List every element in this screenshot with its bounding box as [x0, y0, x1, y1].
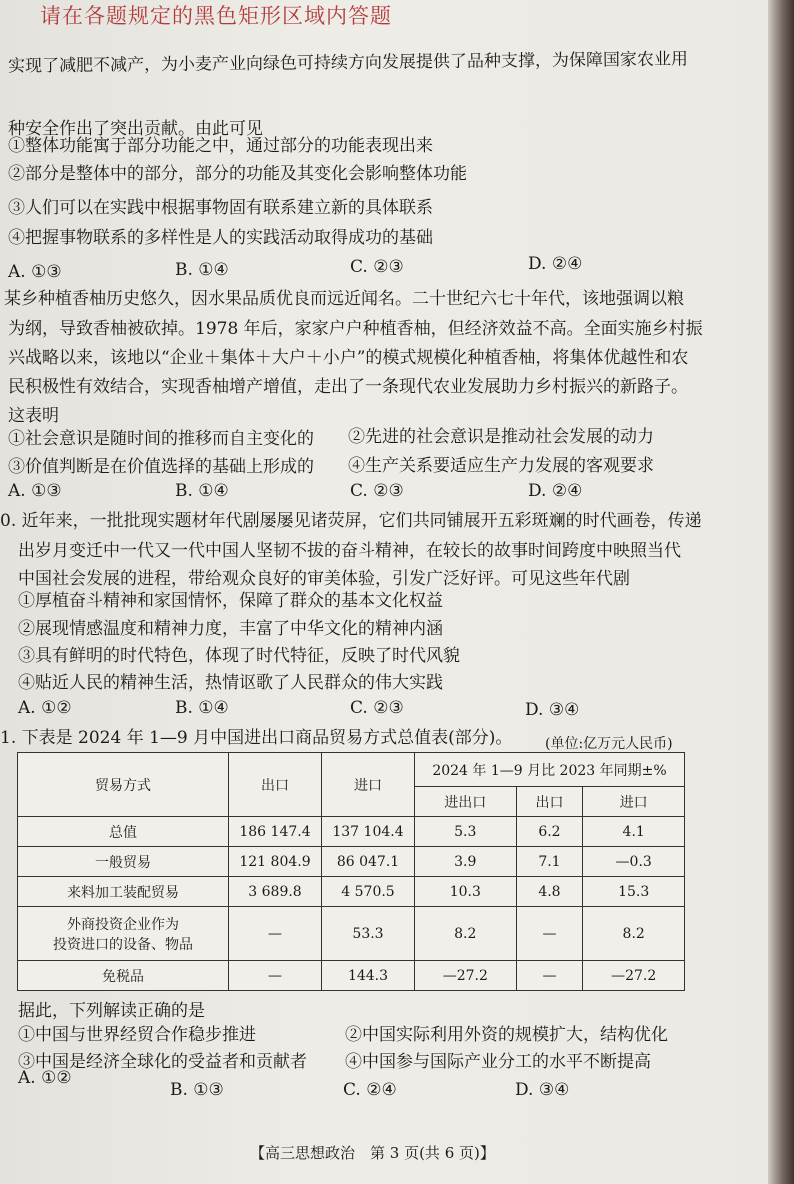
col-header-mode: 贸易方式: [18, 753, 229, 817]
q7-choice-4: ④把握事物联系的多样性是人的实践活动取得成功的基础: [8, 228, 433, 248]
q10-line-1: 0. 近年来，一批批现实题材年代剧屡屡见诸荧屏，它们共同铺展开五彩斑斓的时代画卷，传递: [0, 511, 702, 531]
q9-line-4: 民积极性有效结合，实现香柚增产增值，走出了一条现代农业发展助力乡村振兴的新路子。: [8, 377, 688, 397]
q10-line-3: 中国社会发展的进程，带给观众良好的审美体验，引发广泛好评。可见这些年代剧: [18, 569, 630, 589]
cell-import: 4 570.5: [322, 877, 415, 907]
answer-area-banner: 请在各题规定的黑色矩形区域内答题: [40, 4, 392, 28]
cell-export: —: [229, 961, 322, 991]
q9-line-5: 这表明: [8, 406, 59, 426]
q10-option-a: A. ①②: [18, 698, 72, 718]
table-row: [18, 847, 685, 877]
cell-yoy-export: —: [516, 961, 583, 991]
q11-option-b: B. ①③: [170, 1080, 224, 1100]
cell-yoy-export: 4.8: [516, 877, 583, 907]
sub-header-total: 进出口: [415, 787, 517, 817]
cell-yoy-total: —27.2: [415, 961, 517, 991]
q7-option-d: D. ②④: [528, 254, 583, 274]
cell-yoy-export: 7.1: [516, 847, 583, 877]
q7-option-a: A. ①③: [8, 262, 62, 282]
q9-line-3: 兴战略以来，该地以“企业＋集体＋大户＋小户”的模式规模化种植香柚，将集体优越性和农: [8, 348, 689, 368]
cell-import: 53.3: [322, 907, 415, 961]
q11-choice-1: ①中国与世界经贸合作稳步推进: [18, 1025, 256, 1045]
q9-choice-2: ②先进的社会意识是推动社会发展的动力: [348, 427, 654, 447]
cell-yoy-total: 3.9: [415, 847, 517, 877]
cell-yoy-total: 8.2: [415, 907, 517, 961]
q7-line-2: 种安全作出了突出贡献。由此可见: [8, 119, 263, 139]
cell-export: —: [229, 907, 322, 961]
q10-line-2: 出岁月变迁中一代又一代中国人坚韧不拔的奋斗精神，在较长的故事时间跨度中映照当代: [18, 541, 681, 561]
sub-header-import: 进口: [583, 787, 685, 817]
q11-unit: (单位:亿万元人民币): [545, 736, 673, 752]
cell-yoy-import: 15.3: [583, 877, 685, 907]
q10-option-b: B. ①④: [175, 698, 229, 718]
row-label: 一般贸易: [18, 847, 229, 877]
q10-option-d: D. ③④: [525, 700, 580, 720]
q11-choice-2: ②中国实际利用外资的规模扩大，结构优化: [345, 1025, 668, 1045]
trade-table: [17, 752, 685, 991]
row-label: 总值: [18, 817, 229, 847]
cell-import: 144.3: [322, 961, 415, 991]
q10-option-c: C. ②③: [350, 698, 404, 718]
row-label-line-2: 投资进口的设备、物品: [53, 936, 193, 953]
q11-option-c: C. ②④: [343, 1080, 397, 1100]
table-row: [18, 877, 685, 907]
q11-stem: 据此，下列解读正确的是: [18, 1001, 205, 1021]
cell-export: 3 689.8: [229, 877, 322, 907]
col-header-import: 进口: [322, 753, 415, 817]
cell-yoy-total: 5.3: [415, 817, 517, 847]
q10-choice-4: ④贴近人民的精神生活，热情讴歌了人民群众的伟大实践: [18, 673, 443, 693]
cell-import: 86 047.1: [322, 847, 415, 877]
q9-option-a: A. ①③: [8, 481, 62, 501]
cell-yoy-import: 8.2: [583, 907, 685, 961]
cell-yoy-export: 6.2: [516, 817, 583, 847]
cell-yoy-import: —0.3: [583, 847, 685, 877]
q9-line-1: 某乡种植香柚历史悠久，因水果品质优良而远近闻名。二十世纪六七十年代，该地强调以粮: [4, 289, 684, 309]
q9-option-d: D. ②④: [528, 481, 583, 501]
q9-choice-4: ④生产关系要适应生产力发展的客观要求: [348, 456, 654, 476]
q11-choice-3: ③中国是经济全球化的受益者和贡献者: [18, 1052, 307, 1072]
q10-choice-3: ③具有鲜明的时代特色，体现了时代特征，反映了时代风貌: [18, 646, 460, 666]
q7-choice-2: ②部分是整体中的部分，部分的功能及其变化会影响整体功能: [8, 164, 467, 184]
sub-header-export: 出口: [516, 787, 583, 817]
q11-option-a: A. ①②: [18, 1068, 72, 1088]
q7-option-b: B. ①④: [175, 260, 229, 280]
row-label: 来料加工装配贸易: [18, 877, 229, 907]
row-label: [18, 907, 229, 961]
q11-option-d: D. ③④: [515, 1080, 570, 1100]
q11-title: 1. 下表是 2024 年 1—9 月中国进出口商品贸易方式总值表(部分)。: [0, 728, 513, 748]
page-footer: 【高三思想政治 第 3 页(共 6 页)】: [250, 1144, 495, 1162]
q7-option-c: C. ②③: [350, 257, 404, 277]
table-row: [18, 961, 685, 991]
row-label: 免税品: [18, 961, 229, 991]
q7-line-1: 实现了减肥不减产，为小麦产业向绿色可持续方向发展提供了品种支撑，为保障国家农业用: [7, 49, 689, 77]
cell-yoy-import: —27.2: [583, 961, 685, 991]
cell-yoy-total: 10.3: [415, 877, 517, 907]
q7-choice-1: ①整体功能寓于部分功能之中，通过部分的功能表现出来: [8, 136, 433, 156]
cell-yoy-export: —: [516, 907, 583, 961]
cell-yoy-import: 4.1: [583, 817, 685, 847]
table-row: [18, 817, 685, 847]
cell-import: 137 104.4: [322, 817, 415, 847]
q11-choice-4: ④中国参与国际产业分工的水平不断提高: [345, 1052, 651, 1072]
row-label-line-1: 外商投资企业作为: [67, 916, 179, 933]
page-shadow-edge: [768, 0, 794, 1184]
q9-choice-1: ①社会意识是随时间的推移而自主变化的: [8, 429, 314, 449]
q9-choice-3: ③价值判断是在价值选择的基础上形成的: [8, 457, 314, 477]
q9-option-b: B. ①④: [175, 481, 229, 501]
cell-export: 121 804.9: [229, 847, 322, 877]
col-header-yoy: 2024 年 1—9 月比 2023 年同期±%: [415, 753, 685, 787]
col-header-export: 出口: [229, 753, 322, 817]
q10-choice-1: ①厚植奋斗精神和家国情怀，保障了群众的基本文化权益: [18, 591, 443, 611]
cell-export: 186 147.4: [229, 817, 322, 847]
q9-line-2: 为纲，导致香柚被砍掉。1978 年后，家家户户种植香柚，但经济效益不高。全面实施乡村振: [8, 319, 703, 339]
q9-option-c: C. ②③: [350, 481, 404, 501]
q10-choice-2: ②展现情感温度和精神力度，丰富了中华文化的精神内涵: [18, 619, 443, 639]
q7-choice-3: ③人们可以在实践中根据事物固有联系建立新的具体联系: [8, 198, 433, 218]
table-row: [18, 907, 685, 961]
